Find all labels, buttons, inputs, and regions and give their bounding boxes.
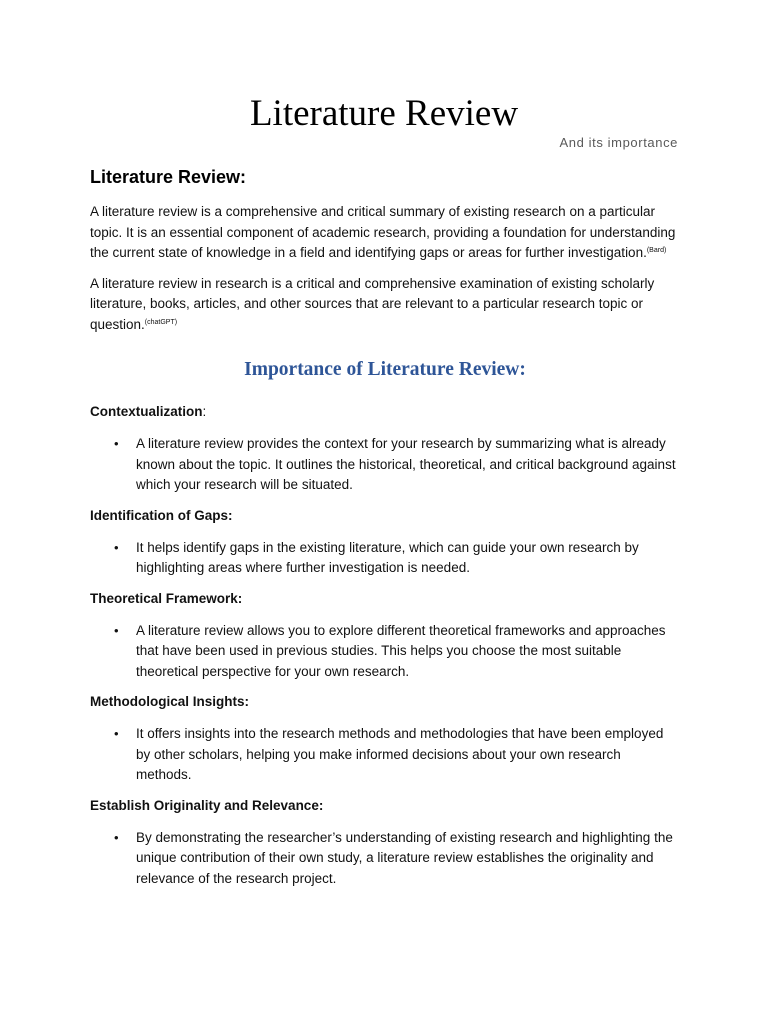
bullet-text: By demonstrating the researcher’s understanding of existing research and highlighting the unique contribution of their own study, a literature review establishes the originality and relevance of the research project.: [136, 829, 673, 886]
bullet-icon: •: [114, 539, 119, 555]
bullet-list: [90, 828, 680, 890]
document-subtitle: And its importance: [559, 135, 678, 150]
item-heading: [90, 589, 680, 609]
paragraph-text: A literature review in research is a critical and comprehensive examination of existing scholarly literature, books, articles, and other sources that are relevant to a particular research topic or question.: [90, 275, 655, 332]
importance-item-identification-of-gaps: [90, 506, 680, 579]
intro-paragraph-1: [90, 202, 680, 264]
list-item: [90, 434, 680, 496]
bullet-icon: •: [114, 829, 119, 845]
section-heading-literature-review: Literature Review:: [90, 167, 247, 187]
bullet-text: A literature review allows you to explore different theoretical frameworks and approaches that have been used in previous studies. This helps you choose the most suitable theoretical perspective for your own research.: [136, 622, 666, 679]
item-heading-text: Establish Originality and Relevance:: [90, 797, 324, 813]
item-heading: [90, 506, 680, 526]
citation-chatgpt: (chatGPT): [144, 318, 178, 326]
list-item: [90, 621, 680, 683]
importance-item-originality-relevance: [90, 796, 680, 890]
item-heading-text: Identification of Gaps:: [90, 507, 233, 523]
importance-item-methodological-insights: [90, 692, 680, 786]
list-item: [90, 724, 680, 786]
bullet-icon: •: [114, 726, 119, 741]
bullet-text: It helps identify gaps in the existing literature, which can guide your own research by highlighting areas where further investigation is needed.: [136, 539, 639, 575]
importance-item-contextualization: [90, 402, 680, 496]
list-item: [90, 538, 680, 579]
citation-bard: (Bard): [646, 247, 667, 254]
intro-paragraph-2: [90, 274, 680, 336]
item-heading: [90, 402, 680, 422]
importance-item-theoretical-framework: [90, 589, 680, 683]
bullet-list: [90, 434, 680, 496]
list-item: [90, 828, 680, 890]
paragraph-text: A literature review is a comprehensive and critical summary of existing research on a particular topic. It is an essential component of academic research, providing a foundation for understanding the current state of knowledge in a field and identifying gaps or areas for further investigation.: [90, 204, 676, 260]
item-heading: [90, 796, 680, 816]
bullet-list: [90, 538, 680, 579]
bullet-icon: •: [114, 436, 119, 451]
bullet-icon: •: [114, 622, 119, 638]
importance-heading: Importance of Literature Review:: [244, 359, 526, 380]
bullet-list: [90, 621, 680, 683]
item-heading-text: Methodological Insights:: [90, 694, 249, 709]
item-heading-text: Theoretical Framework:: [90, 590, 243, 606]
bullet-text: A literature review provides the context for your research by summarizing what is already known about the topic. It outlines the historical, theoretical, and critical background against which your research will be situated.: [136, 436, 676, 492]
item-heading-text: Contextualization: [90, 404, 203, 419]
document-body: [90, 164, 680, 899]
document-title: Literature Review: [249, 93, 519, 134]
item-heading-suffix: :: [202, 404, 207, 419]
bullet-text: It offers insights into the research methods and methodologies that have been employed by other scholars, helping you make informed decisions about your own research methods.: [136, 726, 664, 782]
bullet-list: [90, 724, 680, 786]
item-heading: [90, 692, 680, 712]
